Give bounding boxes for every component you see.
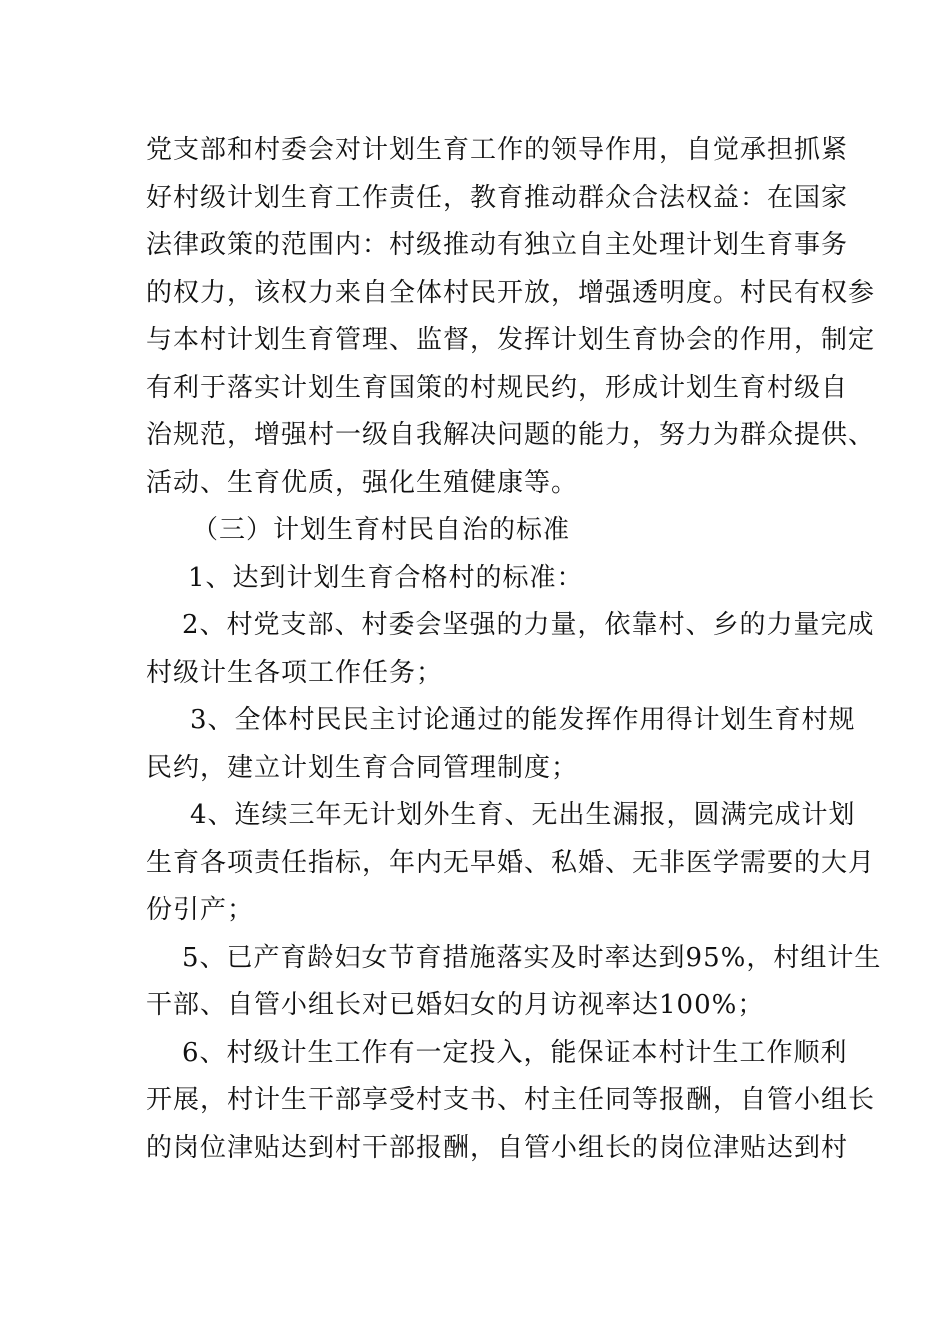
paragraph-line: 活动、生育优质，强化生殖健康等。 xyxy=(146,467,579,498)
list-item-line: 5、已产育龄妇女节育措施落实及时率达到95%，村组计生 xyxy=(182,942,882,973)
list-item-line: 6、村级计生工作有一定投入，能保证本村计生工作顺利 xyxy=(182,1037,848,1068)
paragraph-line: 好村级计划生育工作责任，教育推动群众合法权益：在国家 xyxy=(146,182,849,213)
paragraph-line: 党支部和村委会对计划生育工作的领导作用，自觉承担抓紧 xyxy=(146,135,849,165)
section-heading: （三）计划生育村民自治的标准 xyxy=(192,515,571,545)
list-item-line: 1、达到计划生育合格村的标准： xyxy=(188,562,584,593)
list-item-line: 干部、自管小组长对已婚妇女的月访视率达100%； xyxy=(146,990,765,1020)
paragraph-line: 有利于落实计划生育国策的村规民约，形成计划生育村级自 xyxy=(146,372,849,403)
paragraph-line: 治规范，增强村一级自我解决问题的能力，努力为群众提供、 xyxy=(146,420,876,450)
list-item-line: 生育各项责任指标，年内无早婚、私婚、无非医学需要的大月 xyxy=(146,847,876,878)
paragraph-line: 的权力，该权力来自全体村民开放，增强透明度。村民有权参 xyxy=(146,277,876,308)
body-text xyxy=(146,127,882,1172)
list-item-line: 开展，村计生干部享受村支书、村主任同等报酬，自管小组长 xyxy=(146,1085,876,1115)
list-item-line: 份引产； xyxy=(146,895,255,925)
list-item-line: 村级计生各项工作任务； xyxy=(146,657,444,688)
list-item-line: 4、连续三年无计划外生育、无出生漏报，圆满完成计划 xyxy=(190,800,856,830)
paragraph-line: 与本村计划生育管理、监督，发挥计划生育协会的作用，制定 xyxy=(146,325,876,355)
paragraph-line: 法律政策的范围内：村级推动有独立自主处理计划生育事务 xyxy=(146,230,849,260)
list-item-line: 2、村党支部、村委会坚强的力量，依靠村、乡的力量完成 xyxy=(182,610,875,640)
list-item-line: 民约，建立计划生育合同管理制度； xyxy=(146,752,579,783)
list-item-line: 的岗位津贴达到村干部报酬，自管小组长的岗位津贴达到村 xyxy=(146,1132,849,1163)
list-item-line: 3、全体村民民主讨论通过的能发挥作用得计划生育村规 xyxy=(190,705,856,735)
